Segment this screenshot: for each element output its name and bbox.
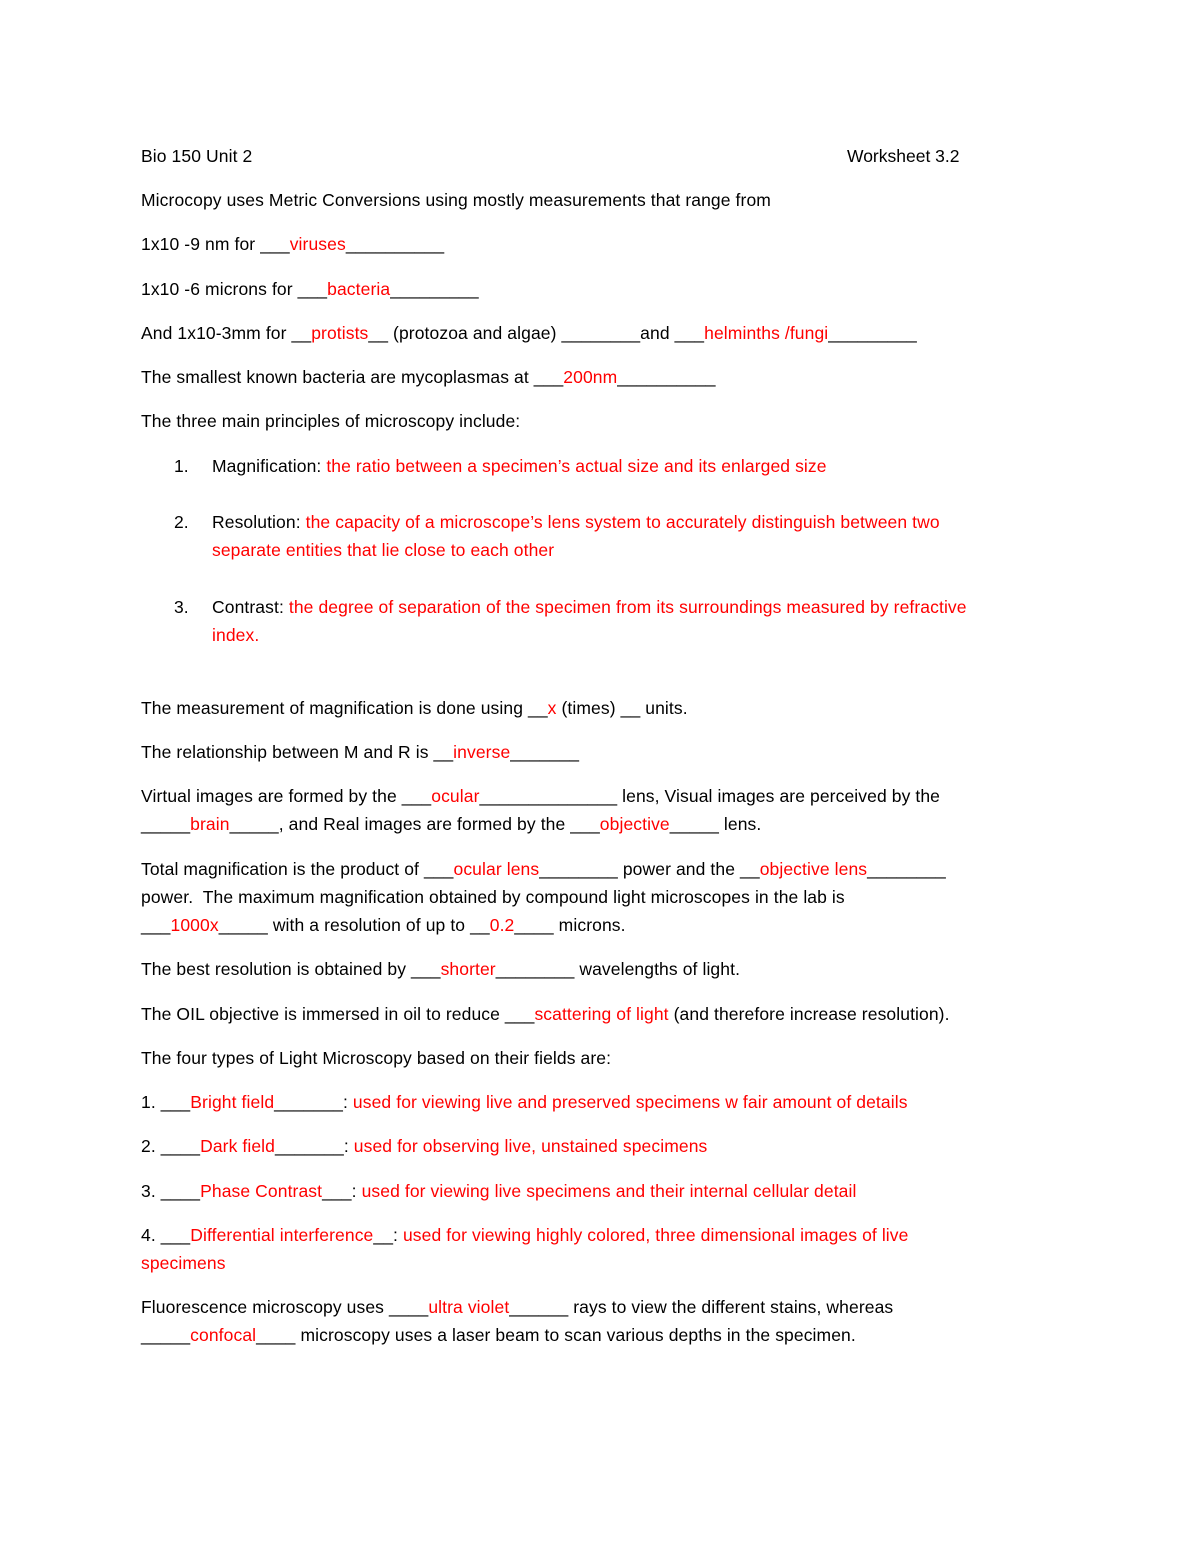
line-total-magnification: Total magnification is the product of ___ocular lens________ power and the __objective lens________: [141, 859, 946, 879]
intro-text: Microcopy uses Metric Conversions using mostly measurements that range from: [141, 190, 771, 210]
answer-protists: protists: [311, 323, 369, 343]
line-fluorescence: Fluorescence microscopy uses ____ultra violet______ rays to view the different stains, whereas: [141, 1297, 894, 1317]
line-bacteria: 1x10 -6 microns for ___bacteria_________: [141, 279, 479, 299]
line-fluorescence-cont: _____confocal____ microscopy uses a laser beam to scan various depths in the specimen.: [141, 1325, 856, 1345]
answer-confocal: confocal: [190, 1325, 257, 1345]
answer-objective-lens: objective lens: [759, 859, 868, 879]
type-phase-contrast: 3. ____Phase Contrast___: used for viewing live specimens and their internal cellular detail: [141, 1181, 857, 1201]
answer-shorter: shorter: [440, 959, 496, 979]
answer-objective: objective: [599, 814, 670, 834]
answer-helminths: helminths /fungi: [704, 323, 829, 343]
desc-differential-interference-cont: specimens: [141, 1253, 226, 1273]
answer-bright-field: Bright field: [190, 1092, 275, 1112]
answer-bacteria: bacteria: [327, 279, 391, 299]
answer-contrast: the degree of separation of the specimen from its surroundings measured by refractive: [288, 597, 967, 617]
desc-bright-field: used for viewing live and preserved specimens w fair amount of details: [352, 1092, 908, 1112]
answer-1000x: 1000x: [170, 915, 219, 935]
line-virtual-images-cont: _____brain_____, and Real images are formed by the ___objective_____ lens.: [141, 814, 762, 834]
answer-resolution: the capacity of a microscope’s lens system to accurately distinguish between two: [305, 512, 940, 532]
line-total-magnification-3: ___1000x_____ with a resolution of up to __0.2____ microns.: [141, 915, 626, 935]
answer-dark-field: Dark field: [200, 1136, 276, 1156]
answer-viruses: viruses: [289, 234, 346, 254]
line-smallest-bacteria: The smallest known bacteria are mycoplasmas at ___200nm__________: [141, 367, 716, 387]
line-protists: And 1x10-3mm for __protists__ (protozoa and algae) ________and ___helminths /fungi_________: [141, 323, 917, 343]
principles-intro: The three main principles of microscopy include:: [141, 411, 521, 431]
line-relationship: The relationship between M and R is __inverse_______: [141, 742, 580, 762]
answer-contrast-cont: index.: [212, 625, 260, 645]
principle-resolution: Resolution: the capacity of a microscope’s lens system to accurately distinguish between two: [212, 512, 940, 532]
answer-magnification: the ratio between a specimen’s actual size and its enlarged size: [326, 456, 827, 476]
principle-contrast: Contrast: the degree of separation of the specimen from its surroundings measured by refractive: [212, 597, 967, 617]
header-right: Worksheet 3.2: [847, 146, 960, 166]
principle-number: 1.: [174, 456, 189, 476]
answer-ocular: ocular: [431, 786, 480, 806]
answer-resolution-cont: separate entities that lie close to each other: [212, 540, 555, 560]
type-bright-field: 1. ___Bright field_______: used for viewing live and preserved specimens w fair amount of details: [141, 1092, 908, 1112]
line-total-magnification-2: power. The maximum magnification obtained by compound light microscopes in the lab is: [141, 887, 845, 907]
line-viruses: 1x10 -9 nm for ___viruses__________: [141, 234, 445, 254]
answer-phase-contrast: Phase Contrast: [200, 1181, 323, 1201]
type-dark-field: 2. ____Dark field_______: used for observing live, unstained specimens: [141, 1136, 708, 1156]
answer-200nm: 200nm: [563, 367, 618, 387]
desc-dark-field: used for observing live, unstained specimens: [353, 1136, 708, 1156]
answer-brain: brain: [190, 814, 230, 834]
answer-ocular-lens: ocular lens: [453, 859, 540, 879]
answer-ultra-violet: ultra violet: [428, 1297, 510, 1317]
answer-x: x: [547, 698, 557, 718]
principle-number: 2.: [174, 512, 189, 532]
desc-phase-contrast: used for viewing live specimens and their internal cellular detail: [361, 1181, 857, 1201]
answer-scattering: scattering of light: [534, 1004, 669, 1024]
answer-0-2: 0.2: [489, 915, 515, 935]
principle-magnification: Magnification: the ratio between a specimen’s actual size and its enlarged size: [212, 456, 827, 476]
type-differential-interference: 4. ___Differential interference__: used for viewing highly colored, three dimensional images of live: [141, 1225, 909, 1245]
answer-differential-interference: Differential interference: [190, 1225, 374, 1245]
line-measurement: The measurement of magnification is done using __x (times) __ units.: [141, 698, 688, 718]
desc-differential-interference: used for viewing highly colored, three dimensional images of live: [402, 1225, 909, 1245]
types-intro: The four types of Light Microscopy based on their fields are:: [141, 1048, 612, 1068]
line-best-resolution: The best resolution is obtained by ___shorter________ wavelengths of light.: [141, 959, 741, 979]
line-virtual-images: Virtual images are formed by the ___ocular______________ lens, Visual images are perceived by the: [141, 786, 941, 806]
principle-number: 3.: [174, 597, 189, 617]
line-oil-objective: The OIL objective is immersed in oil to reduce ___scattering of light (and therefore increase resolution).: [141, 1004, 950, 1024]
header-left: Bio 150 Unit 2: [141, 146, 253, 166]
answer-inverse: inverse: [453, 742, 511, 762]
